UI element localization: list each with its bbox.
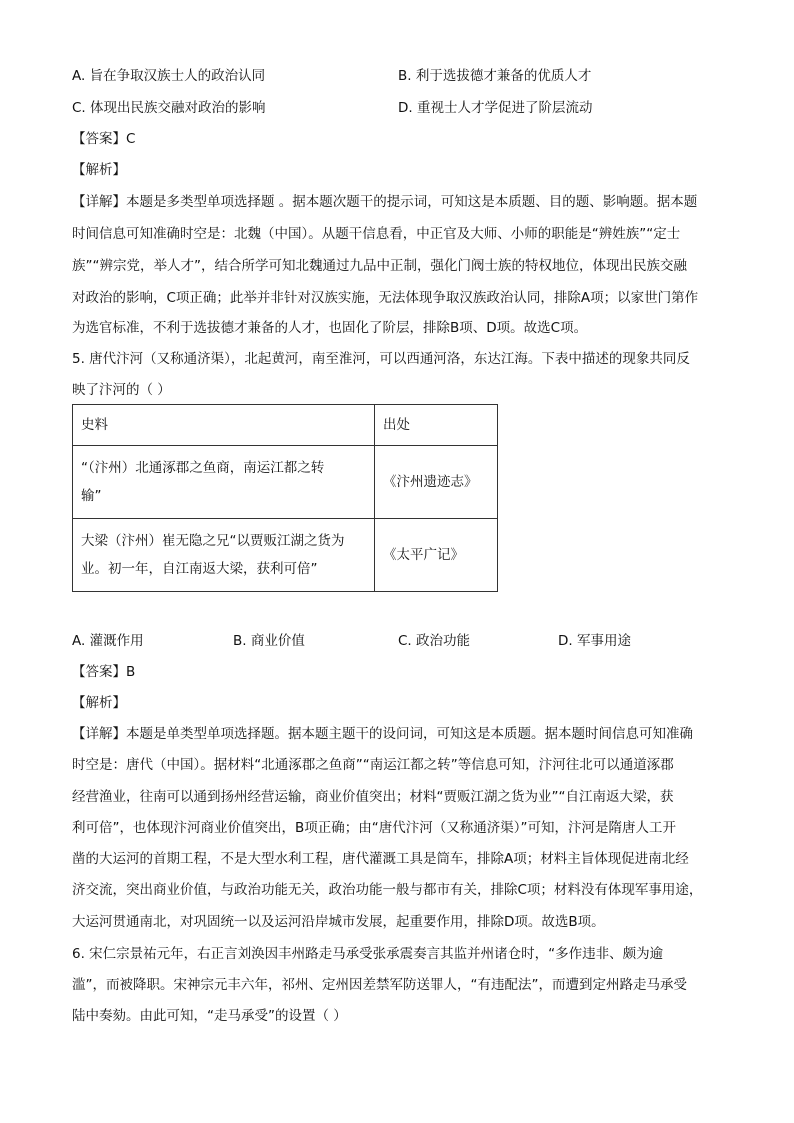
q5-detail-line: 利可倍”，也体现汴河商业价值突出，B项正确；由“唐代汴河（又称通济渠）”可知，汴河是隋唐人工开	[72, 820, 676, 836]
q5-detail-line: 【详解】本题是单类型单项选择题。据本题主题干的设问词，可知这是本质题。据本题时间信息可知准确	[72, 726, 693, 742]
table-row	[73, 519, 498, 592]
q5-option-a: A. 灌溉作用	[72, 633, 144, 649]
q4-detail-line: 对政治的影响，C项正确；此举并非针对汉族实施，无法体现争取汉族政治认同，排除A项；以家世门第作	[72, 290, 699, 306]
q4-analysis-label: 【解析】	[72, 162, 126, 178]
q5-detail-line: 大运河贯通南北，对巩固统一以及运河沿岸城市发展，起重要作用，排除D项。故选B项。	[72, 914, 605, 930]
q5-detail-line: 经营渔业，往南可以通到扬州经营运输，商业价值突出；材料“贾贩江湖之货为业”“自江南返大梁，获	[72, 789, 674, 805]
q5-detail-line: 济交流，突出商业价值，与政治功能无关，政治功能一般与都市有关，排除C项；材料没有体现军事用途，	[72, 882, 703, 898]
q4-option-d: D. 重视士人才学促进了阶层流动	[398, 100, 593, 116]
q6-stem-line: 滥”，而被降职。宋神宗元丰六年，祁州、定州因差禁军防送罪人，“有违配法”，而遭到定州路走马承受	[72, 977, 687, 993]
table-cell: 《汴州遗迹志》	[375, 446, 498, 519]
q4-answer: 【答案】C	[72, 131, 136, 147]
q4-detail-line: 族”“辨宗党，举人才”，结合所学可知北魏通过九品中正制，强化门阀士族的特权地位，体现出民族交融	[72, 258, 687, 274]
table-cell	[73, 446, 375, 519]
q5-analysis-label: 【解析】	[72, 695, 126, 711]
q6-stem-line: 陆中奏劾。由此可知，“走马承受”的设置（ ）	[72, 1008, 347, 1024]
table-header-cell: 史料	[73, 405, 375, 446]
q5-option-d: D. 军事用途	[558, 633, 631, 649]
cell-text-line: “（汴州）北通涿郡之鱼商，南运江都之转	[81, 460, 325, 476]
q5-detail-line: 凿的大运河的首期工程，不是大型水利工程，唐代灌溉工具是筒车，排除A项；材料主旨体现促进南北经	[72, 851, 689, 867]
source-table	[72, 404, 498, 592]
table-cell: 《太平广记》	[375, 519, 498, 592]
table-row	[73, 446, 498, 519]
cell-text-line: 业。初一年，自江南返大梁，获利可倍”	[81, 561, 318, 577]
q5-detail-line: 时空是：唐代（中国）。据材料“北通涿郡之鱼商”“南运江都之转”等信息可知，汴河往北可以通道涿郡	[72, 757, 674, 773]
table-header-cell: 出处	[375, 405, 498, 446]
q5-answer: 【答案】B	[72, 664, 136, 680]
q5-stem-line: 映了汴河的（ ）	[72, 382, 171, 398]
q4-detail-line: 【详解】本题是多类型单项选择题 。据本题次题干的提示词，可知这是本质题、目的题、影响题。据本题	[72, 194, 698, 210]
table-cell	[73, 519, 375, 592]
table-header-row	[73, 405, 498, 446]
q4-option-c: C. 体现出民族交融对政治的影响	[72, 100, 266, 116]
q5-option-b: B. 商业价值	[233, 633, 305, 649]
q4-option-a: A. 旨在争取汉族士人的政治认同	[72, 68, 266, 84]
q5-stem-line: 5. 唐代汴河（又称通济渠），北起黄河，南至淮河，可以西通河洛，东达江海。下表中描述的现象共同反	[72, 351, 690, 367]
q5-option-c: C. 政治功能	[398, 633, 471, 649]
q4-detail-line: 时间信息可知准确时空是：北魏（中国）。从题干信息看，中正官及大师、小师的职能是“辨姓族”“定士	[72, 226, 681, 242]
cell-text-line: 输”	[81, 488, 102, 504]
q4-detail-line: 为选官标准，不利于选拔德才兼备的人才，也固化了阶层，排除B项、D项。故选C项。	[72, 320, 588, 336]
q6-stem-line: 6. 宋仁宗景祐元年，右正言刘涣因丰州路走马承受张承震奏言其监并州诸仓时，“多作违非、颇为逾	[72, 946, 664, 962]
q4-option-b: B. 利于选拔德才兼备的优质人才	[398, 68, 592, 84]
cell-text-line: 大梁（汴州）崔无隐之兄“以贾贩江湖之货为	[81, 533, 345, 549]
